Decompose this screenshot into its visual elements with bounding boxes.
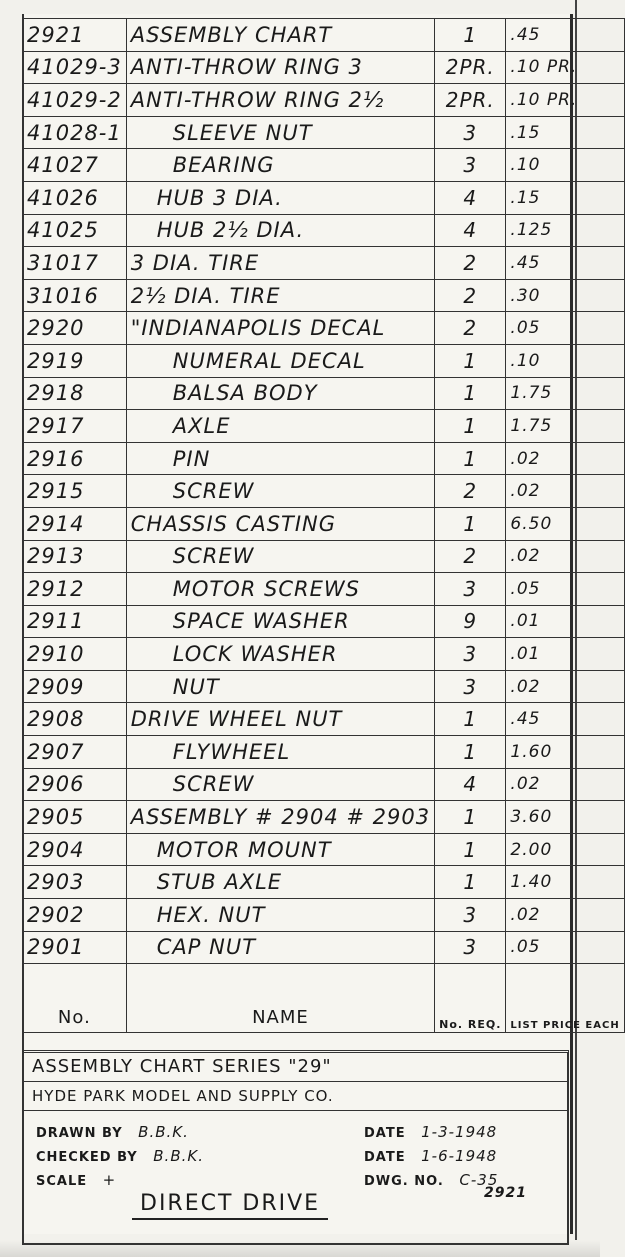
part-number: 41027 xyxy=(23,149,127,182)
date-drawn-row xyxy=(364,1123,497,1141)
table-row xyxy=(23,149,625,182)
part-number: 2921 xyxy=(23,19,127,52)
table-row xyxy=(23,84,625,117)
part-name: CAP NUT xyxy=(126,931,434,964)
part-number: 2920 xyxy=(23,312,127,345)
checked-by-row xyxy=(36,1147,204,1165)
part-number: 2914 xyxy=(23,507,127,540)
part-name: SCREW xyxy=(126,475,434,508)
part-name: ASSEMBLY CHART xyxy=(126,19,434,52)
parts-table-body xyxy=(23,19,625,964)
part-number: 31016 xyxy=(23,279,127,312)
list-price: .10 xyxy=(506,344,624,377)
part-name: MOTOR MOUNT xyxy=(126,833,434,866)
part-name: DRIVE WHEEL NUT xyxy=(126,703,434,736)
list-price: .10 xyxy=(506,149,624,182)
drawn-by-label: DRAWN BY xyxy=(36,1126,123,1141)
quantity-required: 1 xyxy=(435,736,506,769)
part-name: SLEEVE NUT xyxy=(126,116,434,149)
table-row xyxy=(23,116,625,149)
part-name: STUB AXLE xyxy=(126,866,434,899)
table-row xyxy=(23,573,625,606)
list-price: .45 xyxy=(506,247,624,280)
table-row xyxy=(23,540,625,573)
list-price: .02 xyxy=(506,442,624,475)
table-row xyxy=(23,670,625,703)
list-price: 1.40 xyxy=(506,866,624,899)
scale-label: SCALE xyxy=(36,1174,88,1189)
parts-table xyxy=(22,18,625,1033)
quantity-required: 1 xyxy=(435,410,506,443)
quantity-required: 9 xyxy=(435,605,506,638)
part-name: NUMERAL DECAL xyxy=(126,344,434,377)
list-price: .45 xyxy=(506,19,624,52)
table-row xyxy=(23,181,625,214)
quantity-required: 1 xyxy=(435,703,506,736)
header-price: LIST PRICE EACH xyxy=(506,964,624,1033)
part-number: 2908 xyxy=(23,703,127,736)
date-drawn-label: DATE xyxy=(364,1126,406,1141)
table-row xyxy=(23,768,625,801)
quantity-required: 2 xyxy=(435,540,506,573)
drawn-by-row xyxy=(36,1123,189,1141)
series-title: ASSEMBLY CHART SERIES "29" xyxy=(24,1053,567,1082)
table-row xyxy=(23,344,625,377)
part-name: BEARING xyxy=(126,149,434,182)
quantity-required: 2 xyxy=(435,475,506,508)
list-price: .10 PR. xyxy=(506,51,624,84)
part-name: MOTOR SCREWS xyxy=(126,573,434,606)
list-price: .15 xyxy=(506,116,624,149)
part-name: SCREW xyxy=(126,540,434,573)
date-checked-label: DATE xyxy=(364,1150,406,1165)
list-price: .125 xyxy=(506,214,624,247)
dwg-no-value: C-35 xyxy=(459,1171,499,1189)
table-row xyxy=(23,247,625,280)
list-price: .30 xyxy=(506,279,624,312)
quantity-required: 2PR. xyxy=(435,84,506,117)
table-row xyxy=(23,899,625,932)
dwg-no-row xyxy=(364,1171,498,1189)
list-price: 1.75 xyxy=(506,377,624,410)
table-row xyxy=(23,475,625,508)
part-name: ANTI-THROW RING 2½ xyxy=(126,84,434,117)
title-block xyxy=(22,1050,569,1245)
list-price: .02 xyxy=(506,540,624,573)
part-name: AXLE xyxy=(126,410,434,443)
part-number: 2909 xyxy=(23,670,127,703)
quantity-required: 2 xyxy=(435,247,506,280)
scale-row xyxy=(36,1171,116,1189)
part-number: 41028-1 xyxy=(23,116,127,149)
table-row xyxy=(23,377,625,410)
part-number: 2904 xyxy=(23,833,127,866)
part-number: 31017 xyxy=(23,247,127,280)
list-price: .01 xyxy=(506,605,624,638)
header-name: NAME xyxy=(126,964,434,1033)
header-no: No. xyxy=(23,964,127,1033)
quantity-required: 3 xyxy=(435,670,506,703)
part-number: 41029-3 xyxy=(23,51,127,84)
scale-value: + xyxy=(102,1171,117,1189)
quantity-required: 3 xyxy=(435,116,506,149)
table-row xyxy=(23,736,625,769)
list-price: 6.50 xyxy=(506,507,624,540)
part-name: NUT xyxy=(126,670,434,703)
part-number: 2905 xyxy=(23,801,127,834)
quantity-required: 1 xyxy=(435,344,506,377)
quantity-required: 4 xyxy=(435,768,506,801)
quantity-required: 3 xyxy=(435,899,506,932)
part-number: 2911 xyxy=(23,605,127,638)
part-name: HUB 3 DIA. xyxy=(126,181,434,214)
table-row xyxy=(23,214,625,247)
table-row xyxy=(23,312,625,345)
part-number: 2917 xyxy=(23,410,127,443)
date-checked-value: 1-6-1948 xyxy=(421,1147,498,1165)
date-drawn-value: 1-3-1948 xyxy=(421,1123,498,1141)
part-number: 41026 xyxy=(23,181,127,214)
table-row xyxy=(23,605,625,638)
part-name: 2½ DIA. TIRE xyxy=(126,279,434,312)
list-price: .10 PR. xyxy=(506,84,624,117)
part-number: 2906 xyxy=(23,768,127,801)
quantity-required: 3 xyxy=(435,638,506,671)
quantity-required: 1 xyxy=(435,866,506,899)
part-number: 41029-2 xyxy=(23,84,127,117)
table-row xyxy=(23,931,625,964)
list-price: .15 xyxy=(506,181,624,214)
part-number: 2916 xyxy=(23,442,127,475)
part-name: ASSEMBLY # 2904 # 2903 xyxy=(126,801,434,834)
list-price: .02 xyxy=(506,670,624,703)
header-req: No. REQ. xyxy=(435,964,506,1033)
table-row xyxy=(23,703,625,736)
table-row xyxy=(23,638,625,671)
dwg-no-secondary: 2921 xyxy=(484,1185,527,1201)
quantity-required: 2PR. xyxy=(435,51,506,84)
quantity-required: 1 xyxy=(435,833,506,866)
part-name: SCREW xyxy=(126,768,434,801)
part-number: 2910 xyxy=(23,638,127,671)
list-price: .01 xyxy=(506,638,624,671)
quantity-required: 2 xyxy=(435,279,506,312)
list-price: .02 xyxy=(506,768,624,801)
list-price: 1.75 xyxy=(506,410,624,443)
quantity-required: 4 xyxy=(435,181,506,214)
date-checked-row xyxy=(364,1147,497,1165)
list-price: .05 xyxy=(506,312,624,345)
list-price: 1.60 xyxy=(506,736,624,769)
checked-by-value: B.B.K. xyxy=(153,1147,204,1165)
quantity-required: 3 xyxy=(435,931,506,964)
table-row xyxy=(23,442,625,475)
part-name: LOCK WASHER xyxy=(126,638,434,671)
part-number: 41025 xyxy=(23,214,127,247)
part-name: 3 DIA. TIRE xyxy=(126,247,434,280)
part-name: HUB 2½ DIA. xyxy=(126,214,434,247)
quantity-required: 3 xyxy=(435,149,506,182)
part-number: 2912 xyxy=(23,573,127,606)
quantity-required: 4 xyxy=(435,214,506,247)
table-row xyxy=(23,410,625,443)
list-price: .02 xyxy=(506,899,624,932)
part-number: 2918 xyxy=(23,377,127,410)
checked-by-label: CHECKED BY xyxy=(36,1150,138,1165)
part-number: 2901 xyxy=(23,931,127,964)
part-number: 2903 xyxy=(23,866,127,899)
part-number: 2902 xyxy=(23,899,127,932)
part-name: HEX. NUT xyxy=(126,899,434,932)
table-row xyxy=(23,51,625,84)
list-price: .05 xyxy=(506,573,624,606)
part-name: BALSA BODY xyxy=(126,377,434,410)
table-row xyxy=(23,279,625,312)
quantity-required: 1 xyxy=(435,19,506,52)
quantity-required: 1 xyxy=(435,377,506,410)
quantity-required: 1 xyxy=(435,801,506,834)
drawing-title: DIRECT DRIVE xyxy=(132,1191,328,1220)
list-price: .02 xyxy=(506,475,624,508)
list-price: 2.00 xyxy=(506,833,624,866)
list-price: .45 xyxy=(506,703,624,736)
table-row xyxy=(23,833,625,866)
quantity-required: 2 xyxy=(435,312,506,345)
part-name: ANTI-THROW RING 3 xyxy=(126,51,434,84)
table-header-row xyxy=(23,964,625,1033)
table-row xyxy=(23,507,625,540)
part-number: 2915 xyxy=(23,475,127,508)
table-row xyxy=(23,19,625,52)
table-row xyxy=(23,801,625,834)
quantity-required: 3 xyxy=(435,573,506,606)
part-number: 2919 xyxy=(23,344,127,377)
drawn-by-value: B.B.K. xyxy=(138,1123,189,1141)
part-number: 2913 xyxy=(23,540,127,573)
company-name: HYDE PARK MODEL AND SUPPLY CO. xyxy=(24,1082,567,1111)
part-name: PIN xyxy=(126,442,434,475)
part-name: "INDIANAPOLIS DECAL xyxy=(126,312,434,345)
part-number: 2907 xyxy=(23,736,127,769)
list-price: .05 xyxy=(506,931,624,964)
table-row xyxy=(23,866,625,899)
dwg-no-label: DWG. NO. xyxy=(364,1174,444,1189)
part-name: SPACE WASHER xyxy=(126,605,434,638)
list-price: 3.60 xyxy=(506,801,624,834)
part-name: CHASSIS CASTING xyxy=(126,507,434,540)
quantity-required: 1 xyxy=(435,442,506,475)
part-name: FLYWHEEL xyxy=(126,736,434,769)
quantity-required: 1 xyxy=(435,507,506,540)
